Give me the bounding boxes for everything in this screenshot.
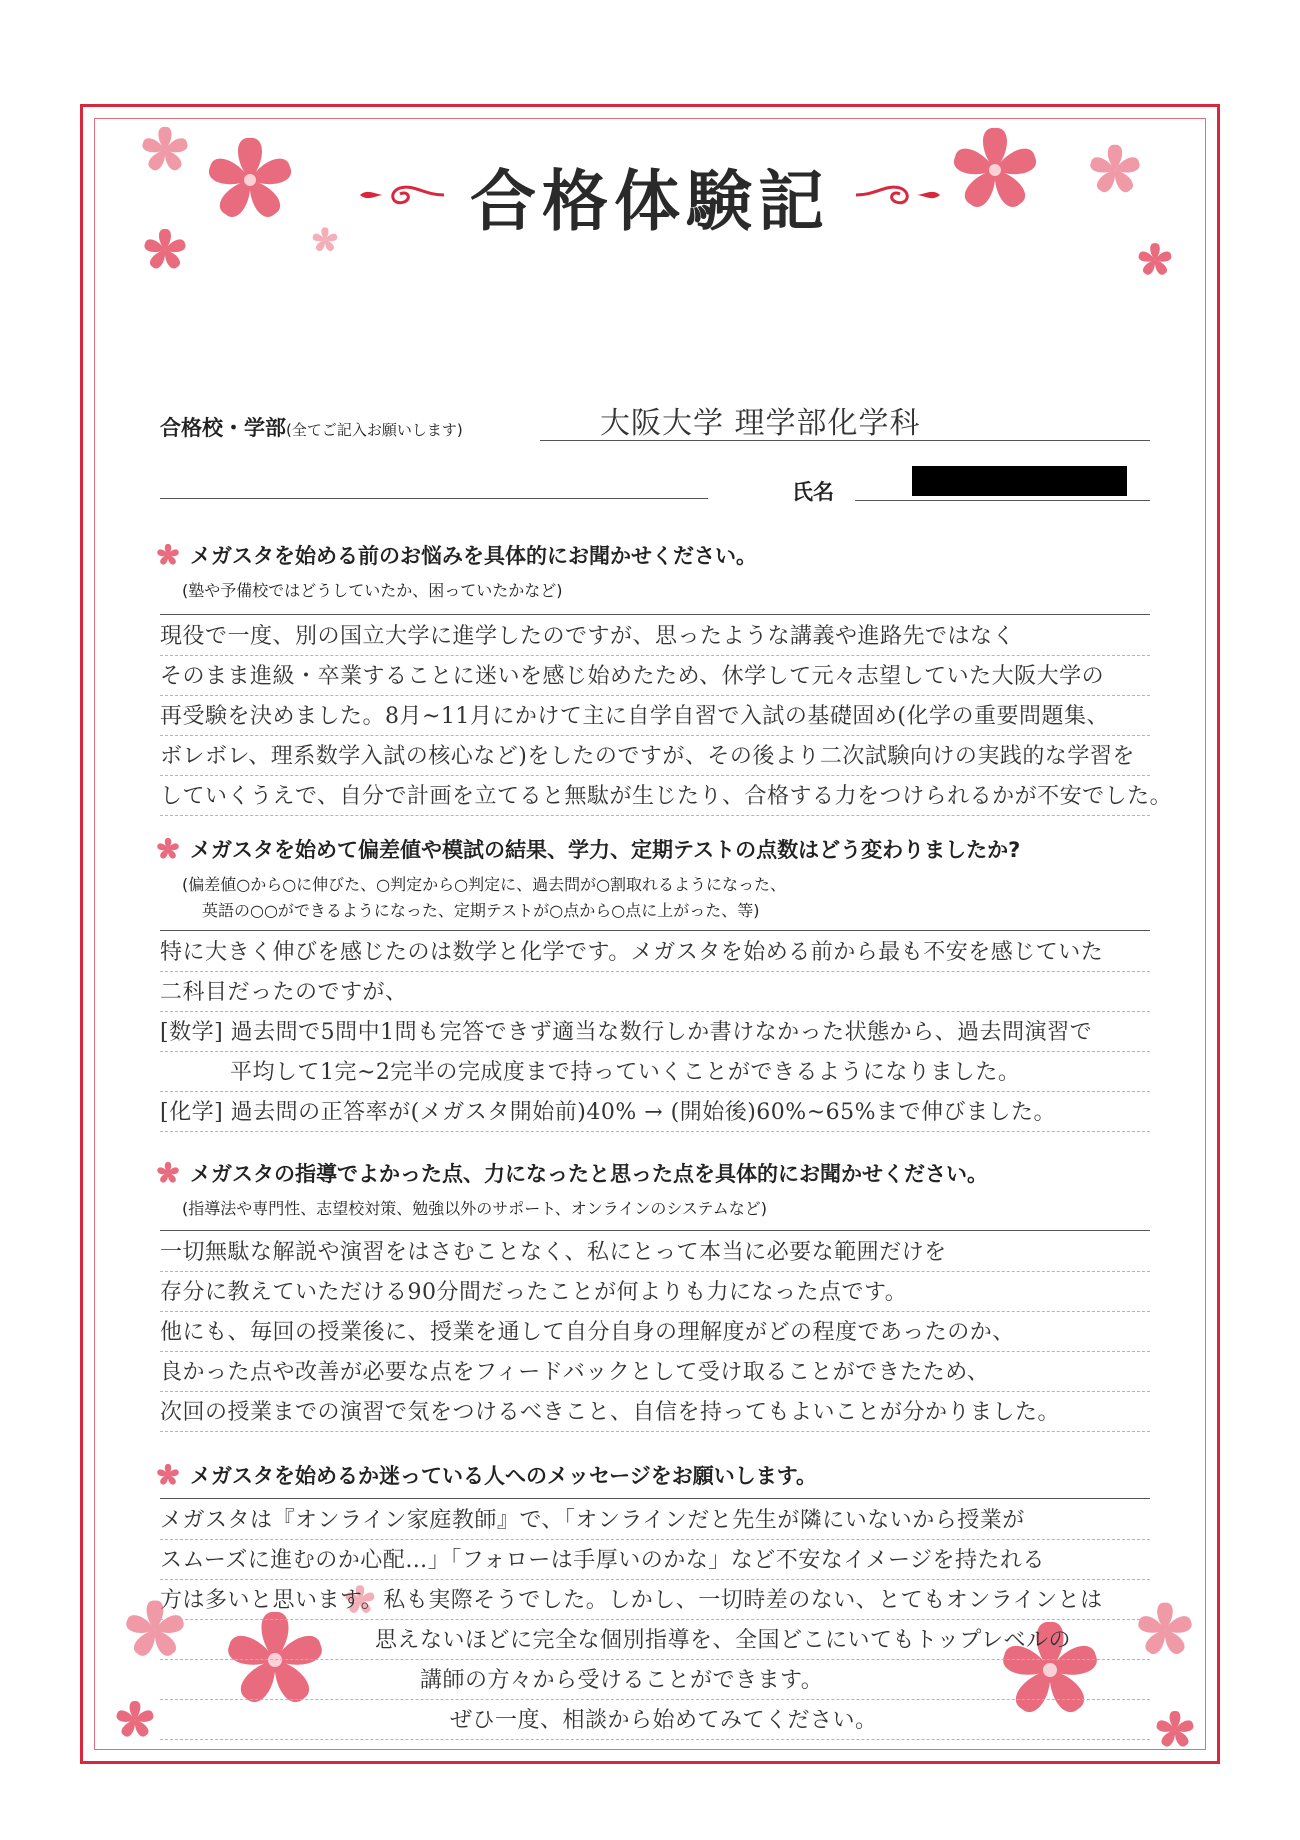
answer-text: 特に大きく伸びを感じたのは数学と化学です。メガスタを始める前から最も不安を感じていた bbox=[160, 940, 1104, 965]
question-1-answer bbox=[160, 616, 1173, 816]
answer-line bbox=[160, 972, 1150, 1012]
left-swirl-ornament-icon bbox=[354, 180, 446, 210]
question-3-answer bbox=[160, 1232, 1150, 1432]
question-1-separator bbox=[160, 614, 1150, 615]
answer-line bbox=[160, 1580, 1150, 1620]
question-2-answer bbox=[160, 932, 1150, 1132]
answer-line bbox=[160, 776, 1173, 816]
answer-text: ぜひ一度、相談から始めてみてください。 bbox=[450, 1708, 878, 1733]
question-2-note-line-2: 英語の○○ができるようになった、定期テストが○点から○点に上がった、等) bbox=[202, 901, 760, 920]
answer-text: [数学] 過去問で5問中1問も完答できず適当な数行しか書けなかった状態から、過去問演習で bbox=[160, 1020, 1093, 1045]
answer-text: 他にも、毎回の授業後に、授業を通して自分自身の理解度がどの程度であったのか、 bbox=[160, 1320, 1015, 1345]
school-underline bbox=[540, 440, 1150, 441]
answer-line bbox=[160, 932, 1150, 972]
answer-text: 二科目だったのですが、 bbox=[160, 980, 408, 1005]
answer-line bbox=[160, 1620, 1150, 1660]
name-underline bbox=[855, 500, 1150, 501]
sakura-bullet-icon bbox=[156, 837, 180, 861]
answer-text: していくうえで、自分で計画を立てると無駄が生じたり、合格する力をつけられるかが不安でした。 bbox=[160, 784, 1173, 809]
school-label-group bbox=[160, 412, 463, 442]
answer-text: ボレボレ、理系数学入試の核心など)をしたのですが、その後より二次試験向けの実践的な学習を bbox=[160, 744, 1135, 769]
answer-text: 再受験を決めました。8月~11月にかけて主に自学自習で入試の基礎固め(化学の重要問題集、 bbox=[160, 704, 1110, 729]
question-2-note-line-1: (偏差値○から○に伸びた、○判定から○判定に、過去問が○割取れるようになった、 bbox=[182, 875, 787, 894]
question-2-text: メガスタを始めて偏差値や模試の結果、学力、定期テストの点数はどう変わりましたか? bbox=[190, 838, 1021, 862]
answer-text: 存分に教えていただける90分間だったことが何よりも力になった点です。 bbox=[160, 1280, 908, 1305]
answer-line bbox=[160, 1012, 1150, 1052]
answer-line bbox=[160, 1272, 1150, 1312]
question-4-row bbox=[156, 1460, 817, 1490]
answer-line bbox=[160, 1540, 1150, 1580]
question-3-separator bbox=[160, 1230, 1150, 1231]
answer-text: 講師の方々から受けることができます。 bbox=[420, 1668, 824, 1693]
answer-line bbox=[160, 1500, 1150, 1540]
question-4-text: メガスタを始めるか迷っている人へのメッセージをお願いします。 bbox=[190, 1464, 818, 1488]
answer-text: 現役で一度、別の国立大学に進学したのですが、思ったような講義や進路先ではなく bbox=[160, 624, 1016, 649]
answer-line bbox=[160, 1352, 1150, 1392]
question-1-row bbox=[156, 540, 757, 570]
answer-line bbox=[160, 656, 1150, 696]
school-value: 大阪大学 理学部化学科 bbox=[600, 406, 921, 441]
answer-line bbox=[160, 1660, 1150, 1700]
answer-text: 次回の授業までの演習で気をつけるべきこと、自信を持ってもよいことが分かりました。 bbox=[160, 1400, 1061, 1425]
sakura-bullet-icon bbox=[156, 543, 180, 567]
answer-line bbox=[160, 1392, 1150, 1432]
answer-text: 良かった点や改善が必要な点をフィードバックとして受け取ることができたため、 bbox=[160, 1360, 990, 1385]
answer-text: そのまま進級・卒業することに迷いを感じ始めたため、休学して元々志望していた大阪大学の bbox=[160, 664, 1105, 689]
answer-text: スムーズに進むのか心配…」「フォローは手厚いのかな」など不安なイメージを持たれる bbox=[160, 1548, 1046, 1573]
question-3-row bbox=[156, 1158, 988, 1188]
page-title: 合格体験記 bbox=[470, 161, 830, 240]
name-redaction bbox=[912, 466, 1127, 496]
answer-line bbox=[160, 616, 1150, 656]
answer-text: 一切無駄な解説や演習をはさむことなく、私にとって本当に必要な範囲だけを bbox=[160, 1240, 947, 1265]
school-label: 合格校・学部 bbox=[160, 416, 286, 440]
question-4-answer bbox=[160, 1500, 1150, 1740]
answer-text: メガスタは『オンライン家庭教師』で、「オンラインだと先生が隣にいないから授業が bbox=[160, 1508, 1025, 1533]
answer-line bbox=[160, 696, 1150, 736]
school-underline-2 bbox=[160, 498, 708, 499]
answer-line bbox=[160, 1052, 1150, 1092]
question-2-row bbox=[156, 834, 1020, 864]
sakura-bullet-icon bbox=[156, 1463, 180, 1487]
question-1-text: メガスタを始める前のお悩みを具体的にお聞かせください。 bbox=[190, 544, 757, 568]
answer-text: 思えないほどに完全な個別指導を、全国どこにいてもトップレベルの bbox=[375, 1628, 1071, 1653]
question-4-separator bbox=[160, 1498, 1150, 1499]
school-note: (全てご記入お願いします) bbox=[286, 421, 463, 439]
question-3-note: (指導法や専門性、志望校対策、勉強以外のサポート、オンラインのシステムなど) bbox=[182, 1199, 767, 1218]
answer-line bbox=[160, 1312, 1150, 1352]
answer-line bbox=[160, 1700, 1150, 1740]
answer-line bbox=[160, 1232, 1150, 1272]
title-row bbox=[0, 150, 1300, 240]
right-swirl-ornament-icon bbox=[854, 180, 946, 210]
sakura-bullet-icon bbox=[156, 1161, 180, 1185]
answer-line bbox=[160, 736, 1150, 776]
question-2-separator bbox=[160, 930, 1150, 931]
question-3-text: メガスタの指導でよかった点、力になったと思った点を具体的にお聞かせください。 bbox=[190, 1162, 988, 1186]
answer-line bbox=[160, 1092, 1150, 1132]
question-1-note: (塾や予備校ではどうしていたか、困っていたかなど) bbox=[182, 581, 563, 600]
answer-text: [化学] 過去問の正答率が(メガスタ開始前)40% → (開始後)60%~65%まで伸びました。 bbox=[160, 1100, 1057, 1125]
answer-text: 方は多いと思います。私も実際そうでした。しかし、一切時差のない、とてもオンラインとは bbox=[160, 1588, 1103, 1613]
name-label: 氏名 bbox=[792, 480, 834, 504]
answer-text: 平均して1完~2完半の完成度まで持っていくことができるようになりました。 bbox=[230, 1060, 1021, 1085]
